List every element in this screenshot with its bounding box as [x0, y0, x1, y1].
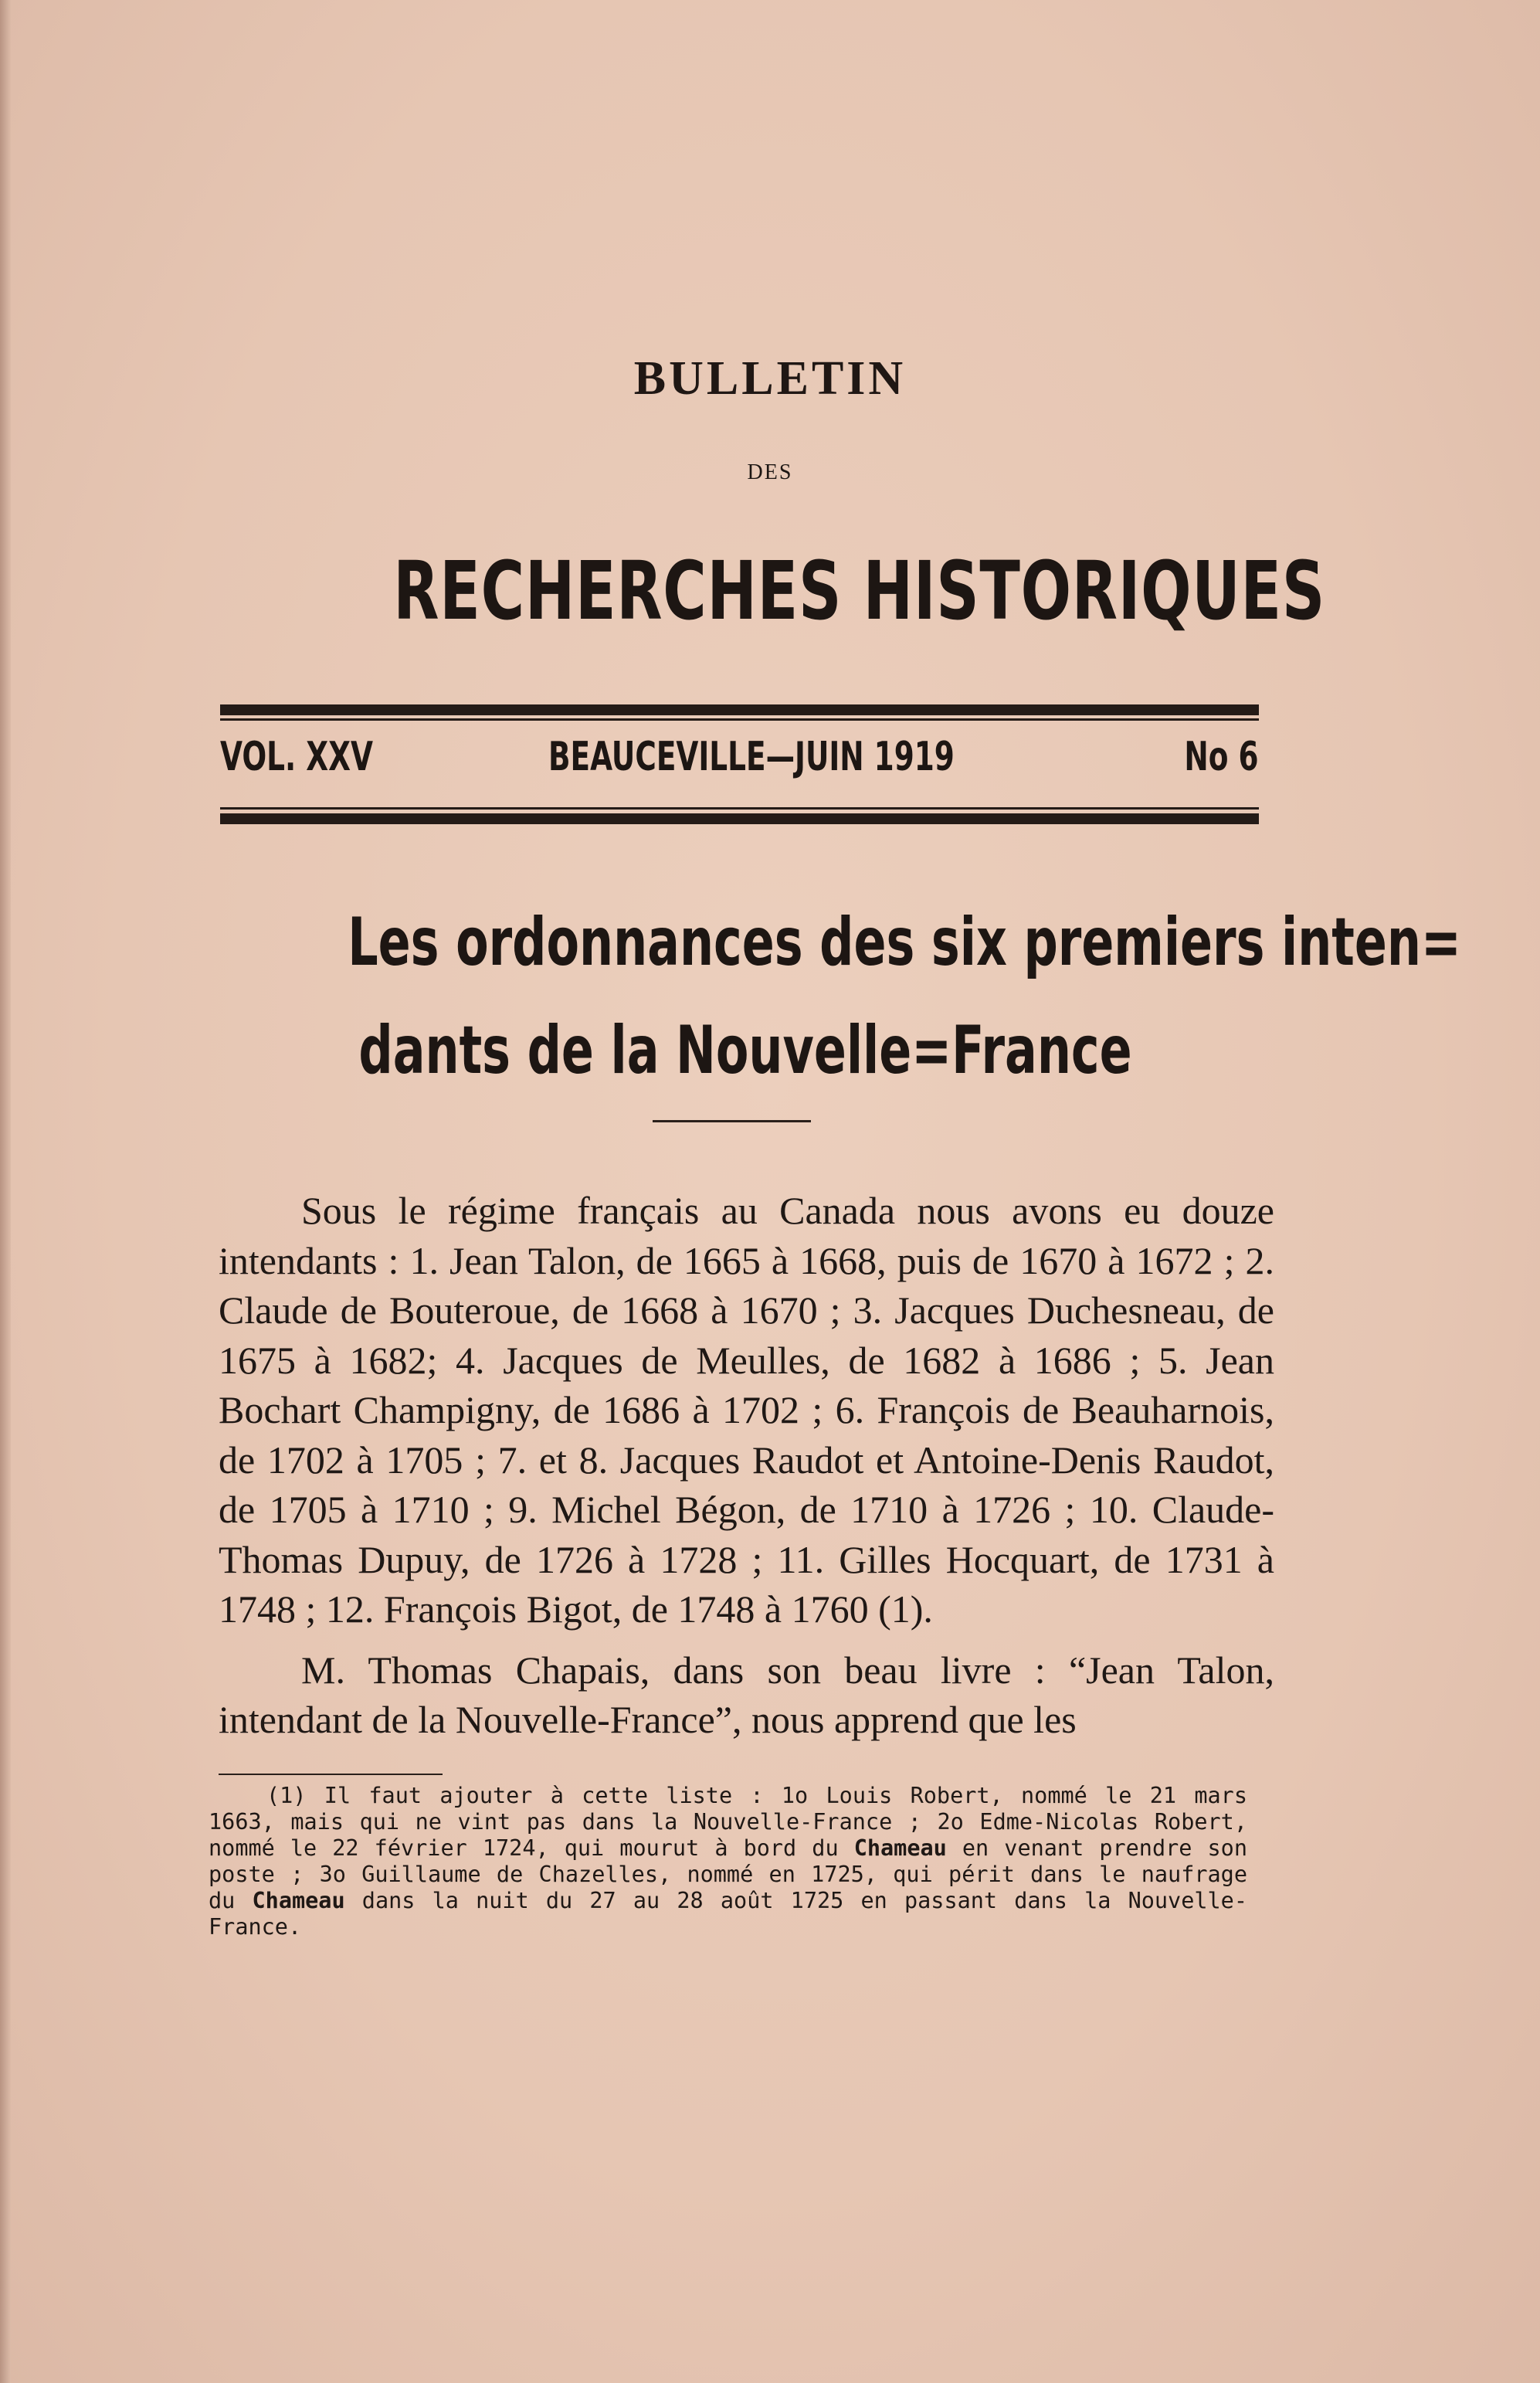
footnote-rule	[219, 1774, 443, 1775]
article-title	[193, 888, 1461, 1105]
article-paragraph-2: M. Thomas Chapais, dans son beau livre : “Jean Talon, intendant de la Nouvelle-France”, nous apprend que les	[219, 1648, 1274, 1741]
article-title-line-2: dants de la Nouvelle=France	[358, 1012, 1132, 1089]
masthead-bulletin: BULLETIN	[633, 352, 907, 405]
masthead-title: RECHERCHES HISTORIQUES	[393, 544, 1326, 638]
place-date-label: BEAUCEVILLE—JUIN 1919	[548, 734, 955, 780]
masthead-rule-top-thin	[220, 718, 1259, 721]
footnote-part-2: en venant prendre son poste ; 3o Guillaume de Chazelles, nommé en 1725, qui périt dans le naufrage du	[209, 1835, 1247, 1913]
volume-label: VOL. XXV	[220, 734, 373, 780]
footnote-ship-name-1: Chameau	[853, 1835, 947, 1861]
footnote-part-3: dans la nuit du 27 au 28 août 1725 en passant dans la Nouvelle-France.	[209, 1888, 1247, 1940]
issue-number-label: No 6	[1184, 734, 1259, 780]
masthead-rule-bottom	[220, 813, 1259, 824]
footnote-text	[209, 1783, 1247, 1940]
footnote	[209, 1783, 1247, 1940]
footnote-part-1: (1) Il faut ajouter à cette liste : 1o Louis Robert, nommé le 21 mars 1663, mais qui ne vint pas dans la Nouvelle-France ; 2o Edme-Nicolas Robert, nommé le 22 février 1724, qui mourut à bord du	[209, 1783, 1247, 1861]
footnote-ship-name-2: Chameau	[252, 1888, 345, 1913]
title-separator	[653, 1120, 811, 1122]
masthead-rule-top	[220, 704, 1259, 715]
masthead-des: DES	[747, 460, 793, 484]
article-title-line-1: Les ordonnances des six premiers inten=	[348, 904, 1461, 981]
masthead-rule-bottom-thin	[220, 807, 1259, 810]
article-body	[219, 1186, 1274, 1745]
issue-info-row	[220, 734, 1259, 796]
article-paragraph-1: Sous le régime français au Canada nous avons eu douze intendants : 1. Jean Talon, de 1665 à 1668, puis de 1670 à 1672 ; 2. Claude de Bouteroue, de 1668 à 1670 ; 3. Jacques Duchesneau, de 1675 à 1682; 4. Jacques de Meulles, de 1682 à 1686 ; 5. Jean Bochart Champigny, de 1686 à 1702 ; 6. François de Beauharnois, de 1702 à 1705 ; 7. et 8. Jacques Raudot et Antoine-Denis Raudot, de 1705 à 1710 ; 9. Michel Bégon, de 1710 à 1726 ; 10. Claude-Thomas Dupuy, de 1726 à 1728 ; 11. Gilles Hocquart, de 1731 à 1748 ; 12. François Bigot, de 1748 à 1760 (1).	[219, 1189, 1274, 1631]
